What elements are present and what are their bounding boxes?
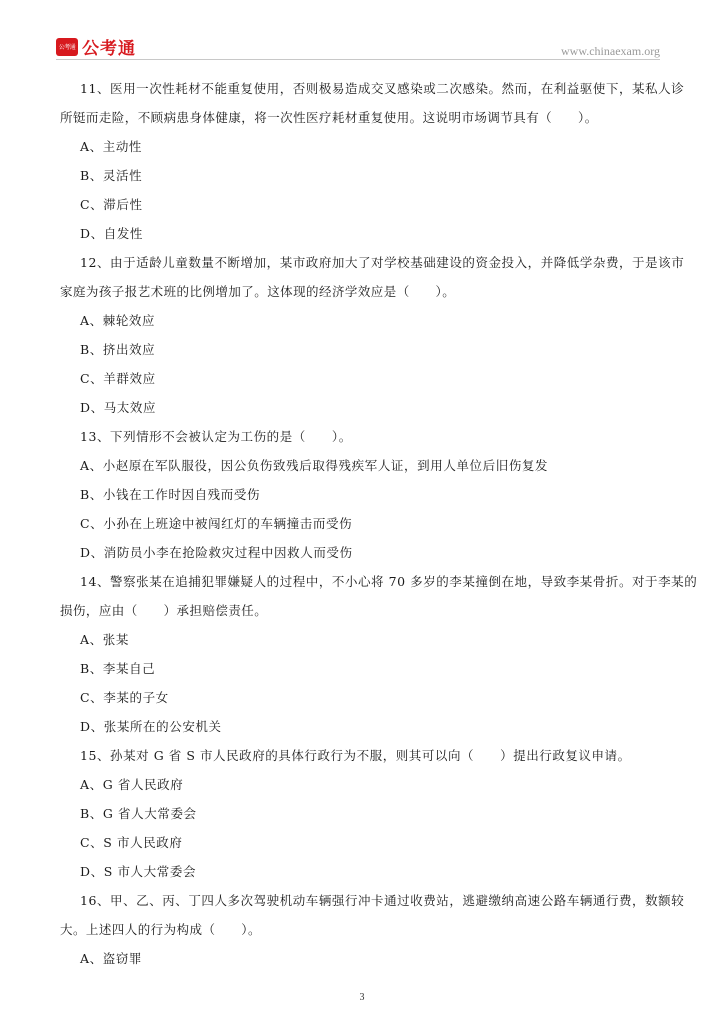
question-text: 13、下列情形不会被认定为工伤的是（ ）。 <box>80 429 352 444</box>
answer-option: B、挤出效应 <box>80 342 156 357</box>
document-body <box>60 78 698 977</box>
question-text-continued: 所铤而走险，不顾病患身体健康，将一次性医疗耗材重复使用。这说明市场调节具有（ ）。 <box>60 110 598 125</box>
logo <box>56 34 136 59</box>
answer-option: C、滞后性 <box>80 197 143 212</box>
answer-option: C、羊群效应 <box>80 371 156 386</box>
answer-option: B、李某自己 <box>80 661 156 676</box>
logo-text: 公考通 <box>82 39 136 59</box>
question-text-continued: 大。上述四人的行为构成（ ）。 <box>60 922 261 937</box>
question-text: 15、孙某对 G 省 S 市人民政府的具体行政行为不服，则其可以向（ ）提出行政复议申请。 <box>80 748 631 763</box>
answer-option: A、盗窃罪 <box>80 951 143 966</box>
answer-option: C、S 市人民政府 <box>80 835 183 850</box>
question-text: 16、甲、乙、丙、丁四人多次驾驶机动车辆强行冲卡通过收费站，逃避缴纳高速公路车辆通行费，数额较 <box>80 893 685 908</box>
answer-option: A、棘轮效应 <box>80 313 156 328</box>
answer-option: D、马太效应 <box>80 400 157 415</box>
page-number: 3 <box>359 992 365 1003</box>
question-text-continued: 家庭为孩子报艺术班的比例增加了。这体现的经济学效应是（ ）。 <box>60 284 456 299</box>
answer-option: B、灵活性 <box>80 168 143 183</box>
answer-option: B、小钱在工作时因自残而受伤 <box>80 487 261 502</box>
answer-option: A、小赵原在军队服役，因公负伤致残后取得残疾军人证，到用人单位后旧伤复发 <box>80 458 549 473</box>
answer-option: D、自发性 <box>80 226 144 241</box>
answer-option: A、主动性 <box>80 139 143 154</box>
answer-option: C、小孙在上班途中被闯红灯的车辆撞击而受伤 <box>80 516 353 531</box>
answer-option: A、张某 <box>80 632 129 647</box>
question-text: 11、医用一次性耗材不能重复使用，否则极易造成交叉感染或二次感染。然而，在利益驱使下，某私人诊 <box>80 81 685 96</box>
answer-option: D、消防员小李在抢险救灾过程中因救人而受伤 <box>80 545 353 560</box>
answer-option: A、G 省人民政府 <box>80 777 184 792</box>
header-divider <box>56 59 660 60</box>
question-text: 14、警察张某在追捕犯罪嫌疑人的过程中，不小心将 70 多岁的李某撞倒在地，导致李某骨折。对于李某的 <box>80 574 698 589</box>
answer-option: B、G 省人大常委会 <box>80 806 197 821</box>
answer-option: D、张某所在的公安机关 <box>80 719 222 734</box>
answer-option: C、李某的子女 <box>80 690 169 705</box>
question-text-continued: 损伤，应由（ ）承担赔偿责任。 <box>60 603 268 618</box>
page-header <box>0 0 724 62</box>
answer-option: D、S 市人大常委会 <box>80 864 197 879</box>
logo-badge-icon: 公考通 <box>56 38 78 56</box>
site-url: www.chinaexam.org <box>561 44 660 58</box>
question-text: 12、由于适龄儿童数量不断增加，某市政府加大了对学校基础建设的资金投入，并降低学杂费，于是该市 <box>80 255 685 270</box>
